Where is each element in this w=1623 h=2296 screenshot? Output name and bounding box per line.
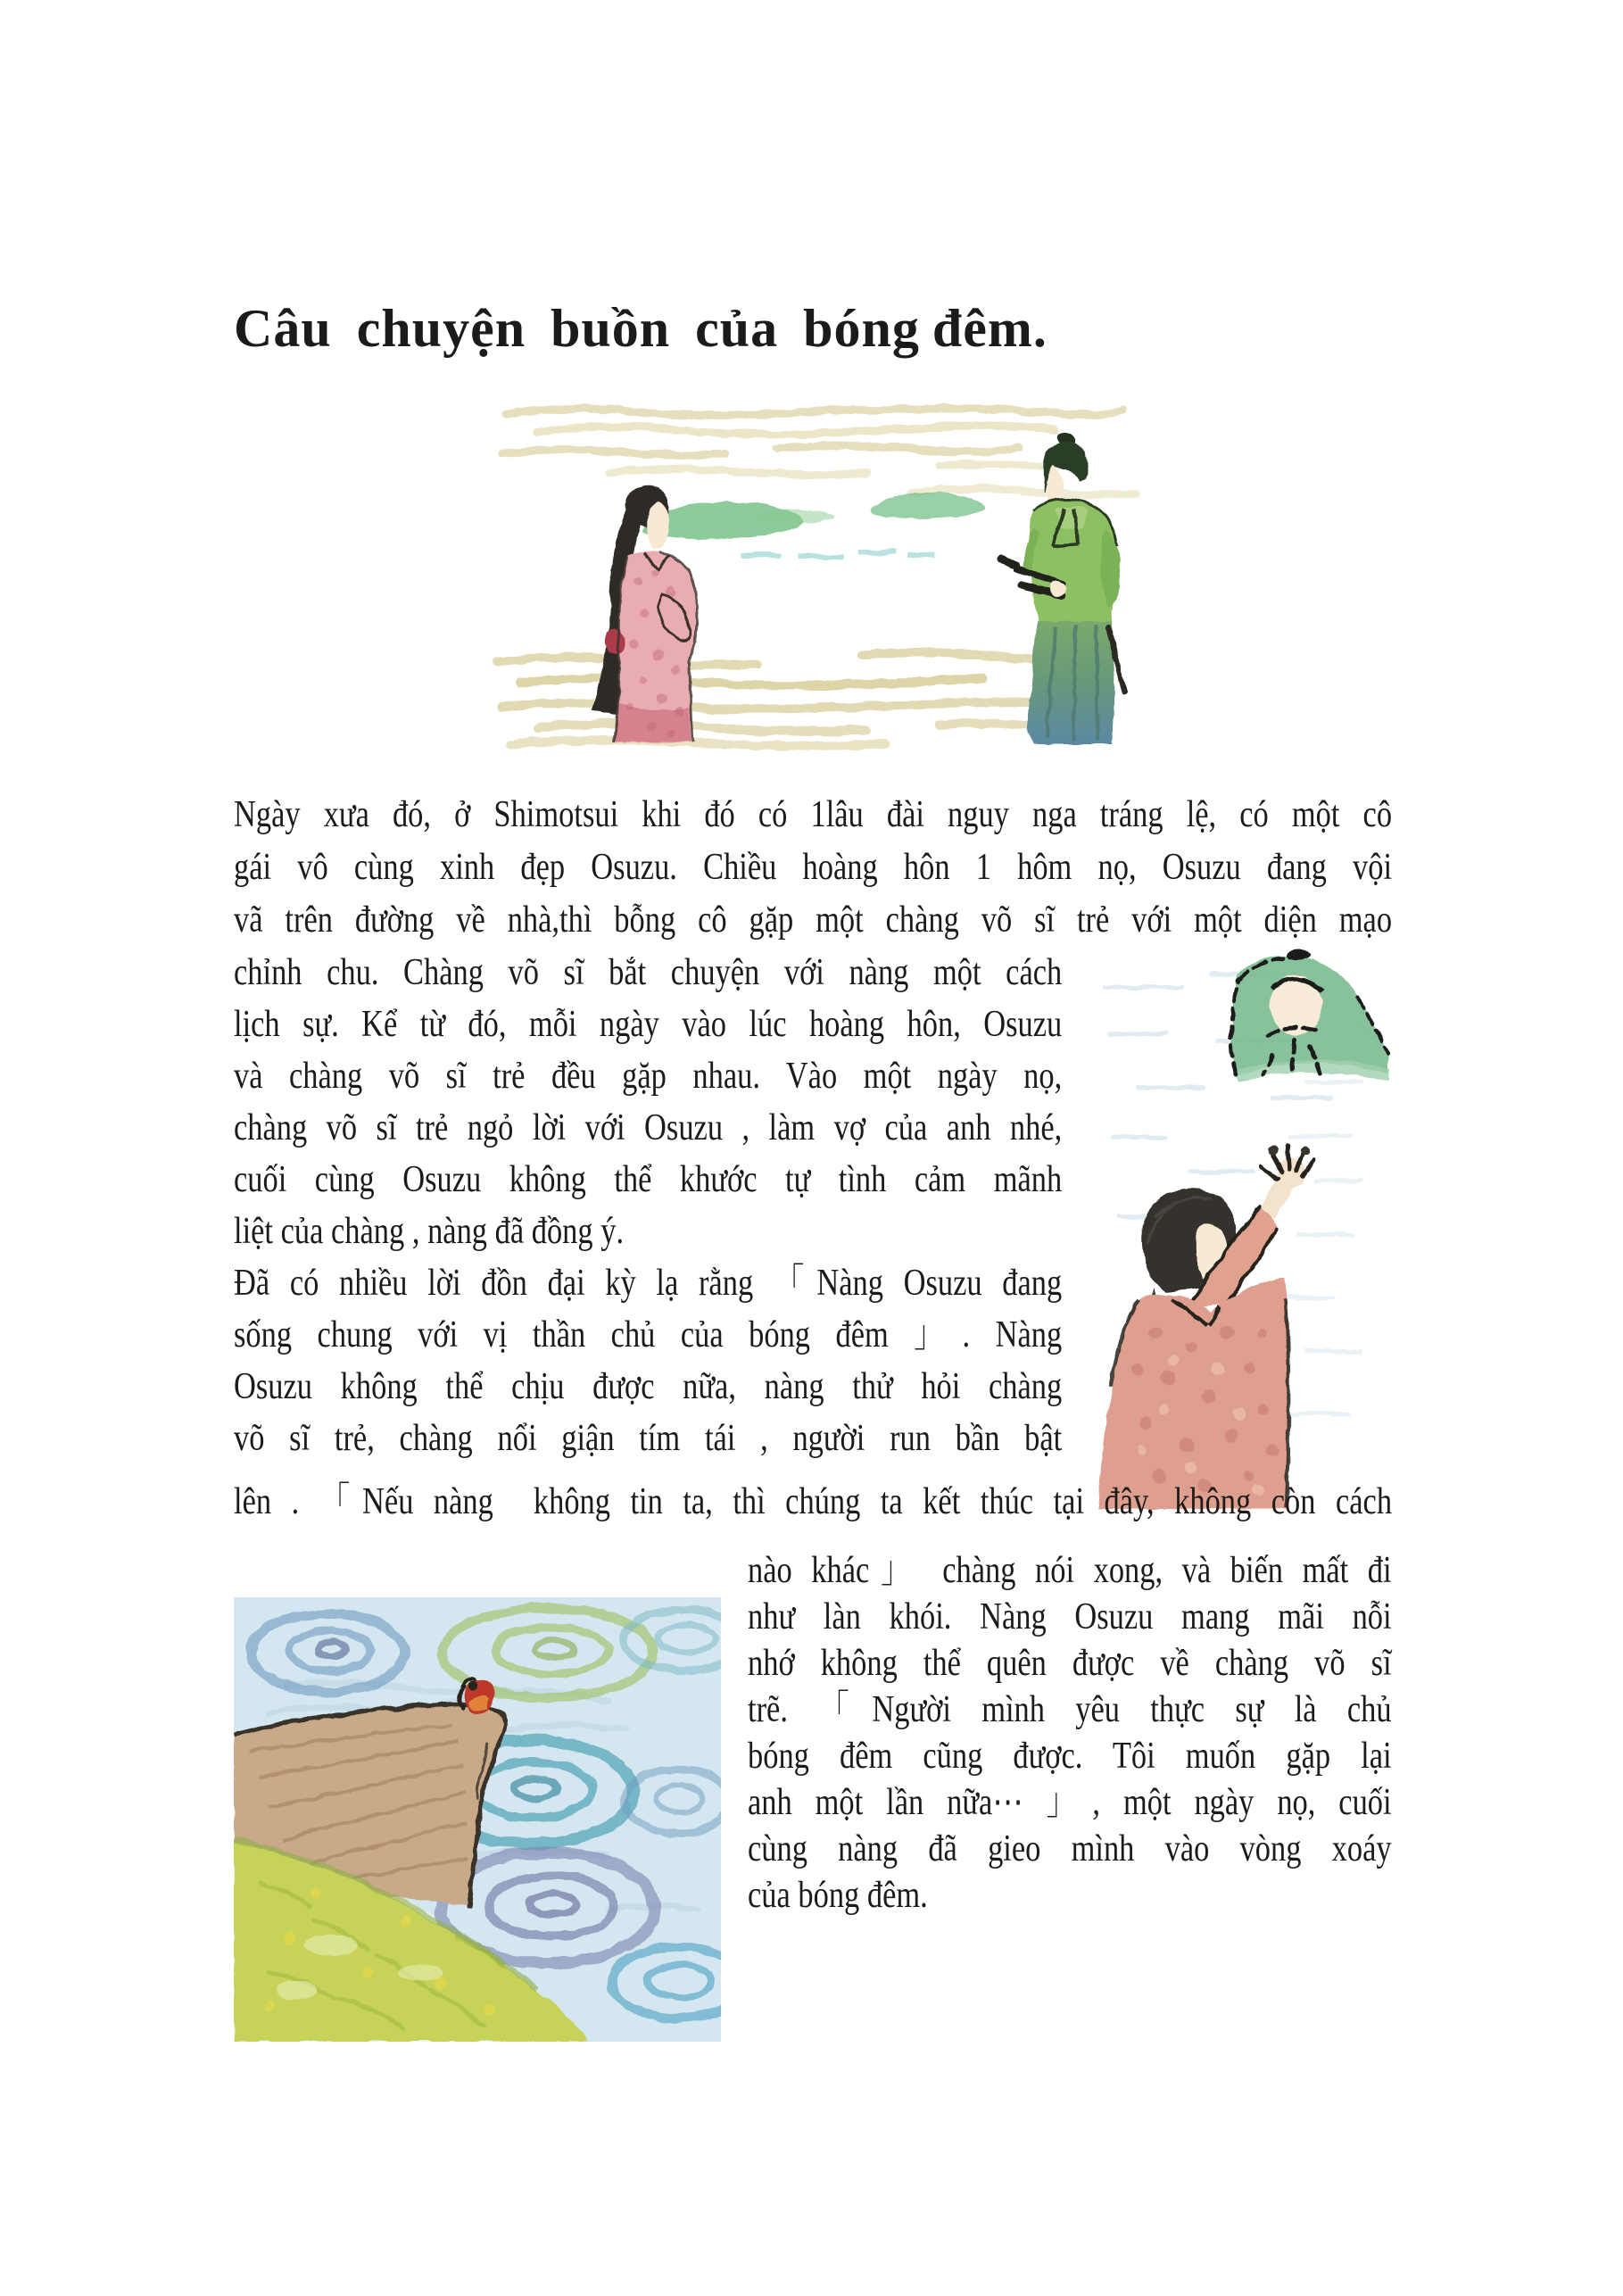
story-line: của bóng đêm. bbox=[748, 1875, 928, 1916]
page-title-main: Câu chuyện buồn của bóng bbox=[234, 299, 920, 359]
story-line: nào khác」 chàng nói xong, và biến mất đi bbox=[748, 1550, 1392, 1591]
story-line: bóng đêm cũng được. Tôi muốn gặp lại bbox=[748, 1736, 1392, 1777]
story-paragraph-2 bbox=[234, 947, 1062, 1464]
illustration-whirlpool bbox=[234, 1597, 721, 2042]
story-line: anh một lần nữa⋯ 」, một ngày nọ, cuối bbox=[748, 1782, 1392, 1823]
story-line: chàng võ sĩ trẻ ngỏ lời với Osuzu , làm vợ của anh nhé, bbox=[234, 1107, 1063, 1148]
story-paragraph-1 bbox=[234, 789, 1392, 947]
story-line: Ngày xưa đó, ở Shimotsui khi đó có 1lâu đài nguy nga tráng lệ, có một cô bbox=[234, 794, 1393, 835]
samurai-bust bbox=[1231, 949, 1389, 1077]
illustration-whirlpool-svg bbox=[234, 1597, 721, 2042]
ground-scribbles bbox=[497, 652, 1095, 745]
story-line: nhớ không thể quên được về chàng võ sĩ bbox=[748, 1643, 1392, 1684]
story-line: lên . 「Nếu nàng không tin ta, thì chúng ta kết thúc tại đây, không còn cách bbox=[234, 1481, 1393, 1522]
samurai-figure bbox=[1001, 429, 1124, 744]
illustration-meeting-svg bbox=[484, 393, 1153, 757]
story-line: gái vô cùng xinh đẹp Osuzu. Chiều hoàng hôn 1 hôm nọ, Osuzu đang vội bbox=[234, 847, 1393, 888]
illustration-meeting bbox=[484, 393, 1153, 757]
sky-ground-scribbles bbox=[501, 409, 1135, 495]
story-line: lịch sự. Kể từ đó, mỗi ngày vào lúc hoàng hôn, Osuzu bbox=[234, 1004, 1063, 1045]
story-line: vã trên đường về nhà,thì bỗng cô gặp một chàng võ sĩ trẻ với một diện mạo bbox=[234, 899, 1393, 941]
story-line: sống chung với vị thần chủ của bóng đêm 」. Nàng bbox=[234, 1314, 1063, 1355]
story-line: võ sĩ trẻ, chàng nổi giận tím tái , người run bần bật bbox=[234, 1418, 1063, 1459]
illustration-memory-svg bbox=[1083, 948, 1394, 1510]
story-line: cùng nàng đã gieo mình vào vòng xoáy bbox=[748, 1828, 1392, 1869]
story-line: Osuzu không thể chịu được nữa, nàng thử hỏi chàng bbox=[234, 1366, 1063, 1407]
bushes bbox=[642, 493, 986, 557]
story-line: và chàng võ sĩ trẻ đều gặp nhau. Vào một ngày nọ, bbox=[234, 1056, 1063, 1097]
waving-osuzu bbox=[1097, 1145, 1314, 1509]
illustration-memory bbox=[1083, 948, 1394, 1510]
story-paragraph-4 bbox=[748, 1547, 1392, 1919]
story-line: Đã có nhiều lời đồn đại kỳ lạ rằng 「Nàng Osuzu đang bbox=[234, 1263, 1063, 1304]
story-line: chỉnh chu. Chàng võ sĩ bắt chuyện với nàng một cách bbox=[234, 952, 1063, 993]
story-paragraph-3 bbox=[234, 1474, 1392, 1529]
story-line: cuối cùng Osuzu không thể khước tự tình cảm mãnh bbox=[234, 1159, 1063, 1200]
page-title bbox=[234, 298, 1047, 360]
story-line: liệt của chàng , nàng đã đồng ý. bbox=[234, 1211, 625, 1252]
story-line: trẽ. 「Người mình yêu thực sự là chủ bbox=[748, 1689, 1392, 1730]
story-line: như làn khói. Nàng Osuzu mang mãi nỗi bbox=[748, 1596, 1392, 1637]
page-title-emphasis: đêm. bbox=[932, 299, 1047, 359]
